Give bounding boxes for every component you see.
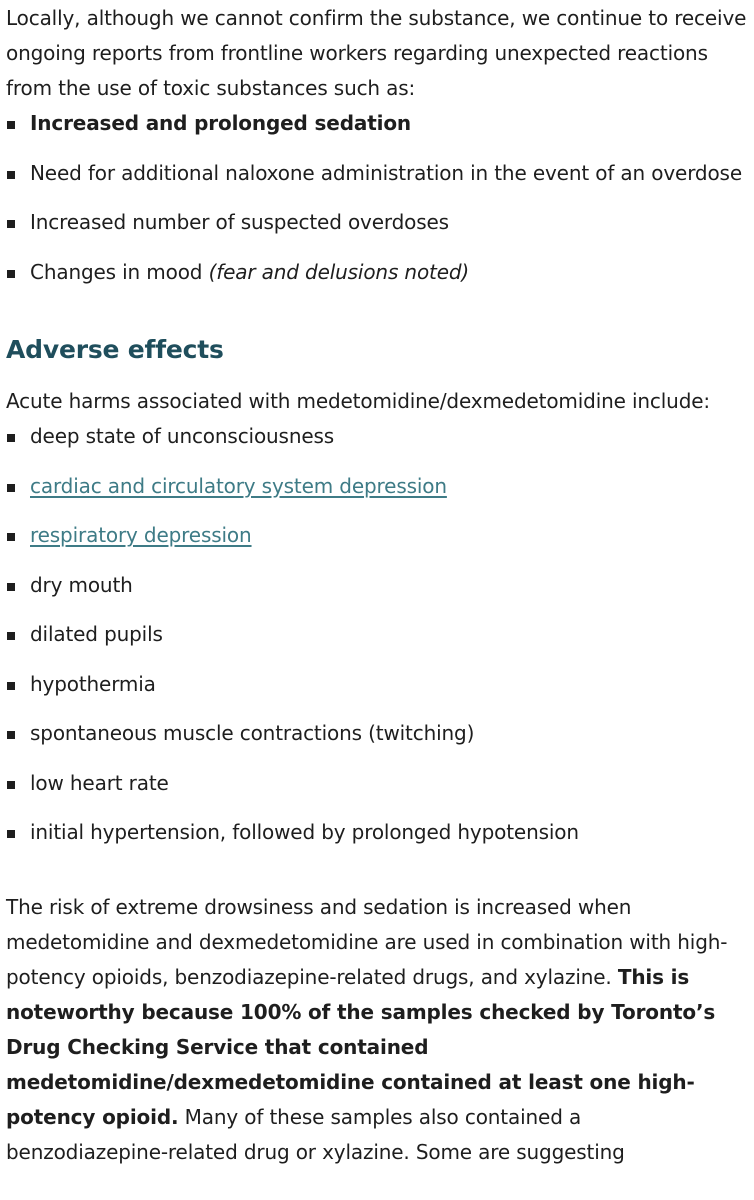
list-item-text: dilated pupils <box>30 622 163 646</box>
list-item <box>6 518 748 568</box>
bullet-square-icon <box>7 632 15 640</box>
adverse-intro-paragraph: Acute harms associated with medetomidine/dexmedetomidine include: <box>6 389 711 413</box>
list-item-text: Increased and prolonged sedation <box>30 111 412 135</box>
reactions-list <box>6 106 748 304</box>
adverse-effects-list <box>6 419 748 865</box>
list-item <box>6 568 748 618</box>
bullet-square-icon <box>7 434 15 442</box>
list-item-note: (fear and delusions noted) <box>208 259 470 284</box>
list-item <box>6 419 748 469</box>
list-item <box>6 205 748 255</box>
list-item <box>6 617 748 667</box>
list-item <box>6 766 748 816</box>
bullet-square-icon <box>7 270 15 278</box>
list-item-text: low heart rate <box>30 770 169 795</box>
list-item-text: Increased number of suspected overdoses <box>30 210 449 234</box>
list-item-text: deep state of unconsciousness <box>30 424 335 448</box>
list-item-text: Need for additional naloxone administration in the event of an overdose <box>30 160 742 185</box>
risk-paragraph <box>6 890 748 1170</box>
bullet-square-icon <box>7 781 15 789</box>
bullet-square-icon <box>7 220 15 228</box>
list-item-text: hypothermia <box>30 671 156 696</box>
list-item-text: spontaneous muscle contractions (twitching) <box>30 721 475 745</box>
bullet-square-icon <box>7 583 15 591</box>
section-heading: Adverse effects <box>6 335 224 364</box>
cardiac-depression-link[interactable]: cardiac and circulatory system depression <box>30 473 447 498</box>
bullet-square-icon <box>7 171 15 179</box>
list-item <box>6 815 748 865</box>
list-item-text: initial hypertension, followed by prolonged hypotension <box>30 820 579 844</box>
risk-emphasis: This is noteworthy because 100% of the samples checked by Toronto’s Drug Checking Service that contained medetomidine/dexmedetomidine contained at least one high-potency opioid. <box>6 964 716 1129</box>
list-item <box>6 255 748 305</box>
bullet-square-icon <box>7 682 15 690</box>
list-item <box>6 667 748 717</box>
list-item <box>6 469 748 519</box>
list-item-text: dry mouth <box>30 572 133 597</box>
bullet-square-icon <box>7 731 15 739</box>
bullet-square-icon <box>7 533 15 541</box>
respiratory-depression-link[interactable]: respiratory depression <box>30 523 252 547</box>
risk-text-continued: Many of these samples also contained a benzodiazepine-related drug or xylazine. Some are suggesting <box>6 1104 625 1164</box>
bullet-square-icon <box>7 121 15 129</box>
bullet-square-icon <box>7 830 15 838</box>
bullet-square-icon <box>7 484 15 492</box>
risk-text: The risk of extreme drowsiness and sedation is increased when medetomidine and dexmedetomidine are used in combination with high-potency opioids, benzodiazepine-related drugs, and xylazine. <box>6 894 728 989</box>
intro-paragraph: Locally, although we cannot confirm the substance, we continue to receive ongoing reports from frontline workers regarding unexpected reactions from the use of toxic substances such as: <box>6 6 747 100</box>
list-item <box>6 716 748 766</box>
list-item-text: Changes in mood <box>30 259 209 284</box>
list-item <box>6 106 748 156</box>
list-item <box>6 156 748 206</box>
